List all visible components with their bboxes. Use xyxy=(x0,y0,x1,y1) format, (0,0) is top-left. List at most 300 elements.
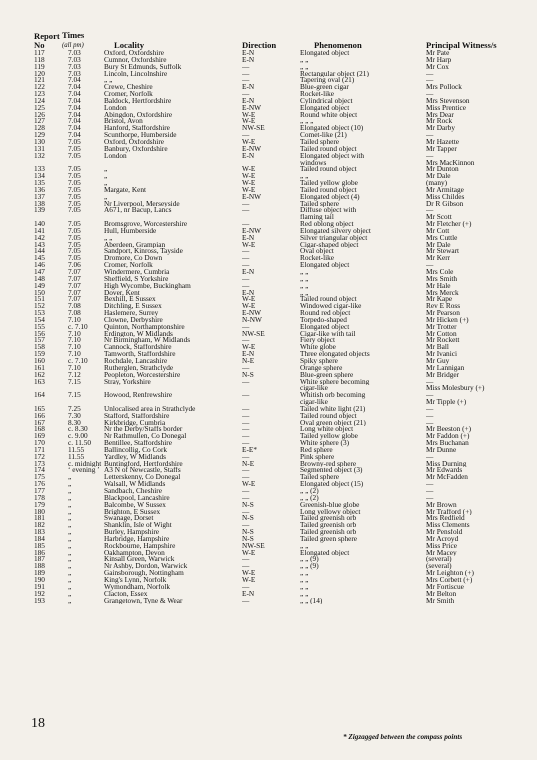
table-row xyxy=(34,426,500,433)
phenomenon-cell: Tailed green sphere xyxy=(300,535,358,543)
phenomenon-cell: Tailed sphere xyxy=(300,138,339,146)
direction-cell: — xyxy=(242,200,250,208)
locality-cell: Stray, Yorkshire xyxy=(104,378,151,386)
phenomenon-cell: Silver triangular object xyxy=(300,234,368,242)
phenomenon-cell: Tapering oval (21) xyxy=(300,77,355,85)
direction-cell: N-E xyxy=(242,460,255,468)
report-number-cell: 159 xyxy=(34,351,45,358)
time-cell: 7.05 xyxy=(68,145,81,153)
report-number-cell: 179 xyxy=(34,501,45,509)
locality-cell xyxy=(104,399,242,406)
time-cell: „ xyxy=(68,549,72,557)
locality-cell: Sheffield, S Yorkshire xyxy=(104,275,169,283)
phenomenon-cell: Tailed greenish orb xyxy=(300,515,357,523)
witness-cell: Mr Dale xyxy=(426,241,451,249)
time-cell: 7.10 xyxy=(68,316,81,324)
witness-cell: Miss Clements xyxy=(426,522,470,530)
time-cell: 7.04 xyxy=(68,111,81,119)
direction-cell: N-NW xyxy=(242,316,262,324)
witness-cell: — xyxy=(426,419,434,427)
time-cell: 7.06 xyxy=(68,262,81,269)
witness-cell: Mr Edwards xyxy=(426,467,463,475)
table-row xyxy=(34,379,500,386)
direction-cell: W-E xyxy=(242,570,256,577)
locality-cell: Sandbach, Cheshire xyxy=(104,488,162,495)
phenomenon-cell: Browny-red sphere xyxy=(300,460,357,468)
report-number-cell: 120 xyxy=(34,70,45,78)
time-cell: 7.08 xyxy=(68,310,81,317)
witness-cell: — xyxy=(426,378,434,386)
time-cell: 7.15 xyxy=(68,378,81,386)
phenomenon-cell: Tailed round object xyxy=(300,296,357,304)
locality-cell: A671, nr Bacup, Lancs xyxy=(104,207,172,215)
direction-cell: — xyxy=(242,563,250,571)
locality-cell: Swanage, Dorset xyxy=(104,515,154,523)
locality-cell: Bristol, Avon xyxy=(104,118,143,126)
witness-cell: (several) xyxy=(426,563,452,571)
direction-cell: W-E xyxy=(242,296,256,304)
phenomenon-cell: „ „ xyxy=(300,583,309,591)
witness-cell: Mr Lannigan xyxy=(426,364,465,372)
locality-cell: Shanklin, Isle of Wight xyxy=(104,522,172,530)
direction-cell: — xyxy=(242,583,250,591)
time-cell: 7.12 xyxy=(68,371,81,379)
witness-cell: Mr Fletcher (+) xyxy=(426,221,472,228)
time-cell: 7.30 xyxy=(68,412,81,420)
time-cell: 7.05 xyxy=(68,207,81,215)
locality-cell: Wymondham, Norfolk xyxy=(104,583,171,591)
witness-cell: Mr Ball xyxy=(426,344,449,352)
witness-cell: Mr Bridger xyxy=(426,371,460,379)
direction-cell xyxy=(242,399,300,406)
report-number-cell: 187 xyxy=(34,556,45,564)
table-row xyxy=(34,214,500,221)
page-number: 18 xyxy=(31,716,45,731)
locality-cell: Rockbourne, Hampshire xyxy=(104,542,176,550)
locality-cell: Grangetown, Tyne & Wear xyxy=(104,597,183,605)
time-cell: 7.04 xyxy=(68,77,81,85)
table-row xyxy=(34,331,500,338)
direction-cell: E-NW xyxy=(242,145,262,153)
locality-cell: Howood, Renfrewshire xyxy=(104,392,173,400)
witness-cell: — xyxy=(426,392,434,400)
time-cell: 7.10 xyxy=(68,337,81,345)
locality-cell: Harbridge, Hampshire xyxy=(104,535,170,543)
table-row xyxy=(34,262,500,269)
table-row xyxy=(34,522,500,529)
time-cell: 7.07 xyxy=(68,296,81,304)
phenomenon-cell: Rocket-like xyxy=(300,255,335,263)
direction-cell: — xyxy=(242,132,250,139)
locality-cell: Lincoln, Lincolnshire xyxy=(104,70,168,78)
table-row xyxy=(34,351,500,358)
report-number-cell: 123 xyxy=(34,91,45,98)
locality-cell: Ballincollig, Co Cork xyxy=(104,446,168,454)
report-number-cell: 135 xyxy=(34,180,45,187)
table-row xyxy=(34,399,500,406)
direction-cell: — xyxy=(242,70,250,78)
witness-cell: Mr Dunton xyxy=(426,166,459,174)
time-cell: 7.03 xyxy=(68,50,81,57)
time-cell: c. 8.30 xyxy=(68,426,88,434)
phenomenon-cell: Tailed yellow globe xyxy=(300,180,358,187)
report-number-cell: 191 xyxy=(34,583,45,591)
report-number-cell: 170 xyxy=(34,440,45,447)
time-cell: 7.10 xyxy=(68,344,81,352)
report-number-cell: 158 xyxy=(34,344,45,352)
witness-cell: Mr Armitage xyxy=(426,186,464,194)
report-number-cell: 128 xyxy=(34,125,45,133)
phenomenon-cell: „ „ xyxy=(300,56,309,64)
direction-cell: E-N xyxy=(242,289,255,297)
direction-cell: — xyxy=(242,378,250,386)
phenomenon-cell: Tailed greenish orb xyxy=(300,522,357,530)
phenomenon-cell: „ „ xyxy=(300,542,309,550)
witness-cell: — xyxy=(426,132,434,139)
locality-cell: Abingdon, Oxfordshire xyxy=(104,111,173,119)
direction-cell: W-E xyxy=(242,166,256,174)
witness-cell: Mr Hazette xyxy=(426,138,460,146)
table-row xyxy=(34,413,500,420)
report-number-cell: 178 xyxy=(34,494,45,502)
locality-cell: Bexhill, E Sussex xyxy=(104,296,156,304)
witness-cell: Mr Tapper xyxy=(426,145,457,153)
table-row xyxy=(34,57,500,64)
locality-cell: Kirkbridge, Cumbria xyxy=(104,419,166,427)
direction-cell: — xyxy=(242,364,250,372)
phenomenon-cell: Red oblong object xyxy=(300,221,354,228)
locality-cell: Clowne, Derbyshire xyxy=(104,316,163,324)
locality-cell: Unlocalised area in Strathclyde xyxy=(104,405,196,413)
locality-cell: Hull, Humberside xyxy=(104,227,157,235)
footnote: * Zigzagged between the compass points xyxy=(343,733,463,741)
table-row xyxy=(34,515,500,522)
locality-cell: Baldock, Hertfordshire xyxy=(104,97,172,105)
time-cell: 7.05 xyxy=(68,200,81,208)
time-cell: 7.04 xyxy=(68,84,81,92)
report-number-cell: 134 xyxy=(34,173,45,181)
report-number-cell: 161 xyxy=(34,364,45,372)
witness-cell: Mr Rockett xyxy=(426,337,460,345)
time-cell: 7.10 xyxy=(68,351,81,358)
direction-cell: — xyxy=(242,207,250,215)
time-cell: 7.03 xyxy=(68,63,81,71)
report-number-cell: 132 xyxy=(34,152,45,160)
time-cell: 7.05 xyxy=(68,166,81,174)
witness-cell: Miss Molesbury (+) xyxy=(426,385,485,393)
direction-cell: W-E xyxy=(242,111,256,119)
witness-cell: Dr R Gibson xyxy=(426,200,464,208)
direction-cell: — xyxy=(242,412,250,420)
phenomenon-cell: Pink sphere xyxy=(300,453,335,461)
table-row xyxy=(34,584,500,591)
table-row xyxy=(34,64,500,71)
table-row xyxy=(34,577,500,584)
table-row xyxy=(34,392,500,399)
time-cell: „ xyxy=(68,597,72,605)
phenomenon-cell: Rectangular object (21) xyxy=(300,70,369,78)
phenomenon-cell: Tailed sphere xyxy=(300,200,339,208)
phenomenon-cell: „ „ xyxy=(300,269,309,276)
locality-cell: Margate, Kent xyxy=(104,186,147,194)
table-row xyxy=(34,344,500,351)
witness-cell: Mr Kerr xyxy=(426,255,451,263)
table-row xyxy=(34,502,500,509)
phenomenon-cell: „ „ (9) xyxy=(300,563,319,571)
sightings-table xyxy=(34,25,500,604)
witness-cell: Mr Pate xyxy=(426,50,450,57)
report-number-cell: 117 xyxy=(34,50,45,57)
direction-cell: — xyxy=(242,453,250,461)
time-cell: 7.25 xyxy=(68,405,81,413)
locality-cell xyxy=(104,160,242,167)
direction-cell: NW-SE xyxy=(242,330,265,338)
locality-cell: Tamworth, Staffordshire xyxy=(104,351,176,358)
phenomenon-cell: „ „ xyxy=(300,570,309,577)
locality-cell: „ xyxy=(104,180,108,187)
table-row xyxy=(34,84,500,91)
phenomenon-cell: Tailed greenish orb xyxy=(300,529,357,536)
witness-cell: Mr Cotton xyxy=(426,330,457,338)
witness-cell: Mr Pensfold xyxy=(426,529,463,536)
report-number-cell: 150 xyxy=(34,289,45,297)
time-cell: „ xyxy=(68,556,72,564)
report-number-cell: 139 xyxy=(34,207,45,215)
direction-cell: N-S xyxy=(242,535,254,543)
phenomenon-cell: „ „ xyxy=(300,63,309,71)
direction-cell: NW-SE xyxy=(242,125,265,133)
report-number-cell: 152 xyxy=(34,303,45,311)
report-number-cell: 141 xyxy=(34,227,45,235)
direction-cell: W-E xyxy=(242,186,256,194)
time-cell: c. 9.00 xyxy=(68,433,88,441)
locality-cell: Yardley, W Midlands xyxy=(104,453,166,461)
locality-cell: Gainsborough, Nottingham xyxy=(104,570,184,577)
report-number-cell: 153 xyxy=(34,310,45,317)
locality-cell: Nr Rathmullen, Co Donegal xyxy=(104,433,187,441)
table-row xyxy=(34,160,500,167)
witness-cell: — xyxy=(426,77,434,85)
table-row xyxy=(34,112,500,119)
report-number-cell: 122 xyxy=(34,84,45,92)
time-cell: 7.05 xyxy=(68,227,81,235)
locality-cell: Nr Birmingham, W Midlands xyxy=(104,337,191,345)
witness-cell: Mr McFadden xyxy=(426,474,468,482)
table-row xyxy=(34,467,500,474)
witness-cell: Mr Beeston (+) xyxy=(426,426,472,434)
direction-cell: — xyxy=(242,556,250,564)
witness-cell: Mr Brown xyxy=(426,501,457,509)
table-row xyxy=(34,509,500,516)
report-number-cell: 140 xyxy=(34,221,45,228)
direction-cell: N-S xyxy=(242,529,254,536)
locality-cell: London xyxy=(104,104,127,112)
time-cell: „ xyxy=(68,481,72,488)
table-row xyxy=(34,433,500,440)
time-cell: „ xyxy=(68,488,72,495)
phenomenon-cell: Red sphere xyxy=(300,446,333,454)
table-row xyxy=(34,317,500,324)
table-row xyxy=(34,98,500,105)
time-cell: 7.05 xyxy=(68,186,81,194)
table-row xyxy=(34,454,500,461)
phenomenon-cell: Orange sphere xyxy=(300,364,343,372)
report-number-cell: 138 xyxy=(34,200,45,208)
phenomenon-cell: „ „ xyxy=(300,282,309,290)
witness-cell: Mrs Dear xyxy=(426,111,454,119)
time-cell: 11.55 xyxy=(68,446,85,454)
direction-cell: N-S xyxy=(242,371,254,379)
time-cell: „ xyxy=(68,529,72,536)
phenomenon-cell: Diffuse object with xyxy=(300,207,357,215)
witness-cell: — xyxy=(426,494,434,502)
report-number-cell: 180 xyxy=(34,508,45,516)
witness-cell: Mr Hale xyxy=(426,282,451,290)
time-cell: 7.05 xyxy=(68,221,81,228)
report-number-cell: 127 xyxy=(34,118,45,126)
phenomenon-cell: „ „ (9) xyxy=(300,556,319,564)
report-number-cell: 168 xyxy=(34,426,45,434)
report-number-cell: 175 xyxy=(34,474,45,482)
table-row xyxy=(34,77,500,84)
direction-cell: — xyxy=(242,494,250,502)
witness-cell: Mr Fortiscue xyxy=(426,583,464,591)
table-row xyxy=(34,550,500,557)
table-row xyxy=(34,481,500,488)
report-number-cell: 144 xyxy=(34,248,45,256)
times-label: Times xyxy=(62,30,85,40)
witness-cell: Mr Macey xyxy=(426,549,457,557)
witness-cell: Mr Dale xyxy=(426,173,451,181)
table-row xyxy=(34,303,500,310)
locality-cell: Brighton, E Sussex xyxy=(104,508,161,516)
report-number-cell: 143 xyxy=(34,241,45,249)
phenomenon-cell: „ „ (14) xyxy=(300,597,323,605)
locality-cell: Hanford, Staffordshire xyxy=(104,125,170,133)
phenomenon-cell: cigar-like xyxy=(300,385,328,393)
report-number-cell: 192 xyxy=(34,590,45,598)
report-number-cell: 186 xyxy=(34,549,45,557)
time-cell: „ xyxy=(68,583,72,591)
phenomenon-cell: Windowed cigar-like xyxy=(300,303,362,311)
table-row xyxy=(34,290,500,297)
table-row xyxy=(34,105,500,112)
report-number-cell: 146 xyxy=(34,262,45,269)
witness-cell: Mrs Corbett (+) xyxy=(426,576,473,584)
time-cell: 7.07 xyxy=(68,289,81,297)
phenomenon-cell: Elongated object xyxy=(300,50,350,57)
direction-cell: — xyxy=(242,597,250,605)
report-number-cell: 169 xyxy=(34,433,45,441)
phenomenon-cell: Elongated object (15) xyxy=(300,481,364,488)
witness-cell: Mr Hicken (+) xyxy=(426,316,469,324)
table-row xyxy=(34,365,500,372)
table-row xyxy=(34,118,500,125)
table-row xyxy=(34,276,500,283)
table-row xyxy=(34,563,500,570)
locality-cell: Banbury, Oxfordshire xyxy=(104,145,168,153)
direction-cell xyxy=(242,160,300,167)
direction-cell: E-N xyxy=(242,97,255,105)
direction-cell: — xyxy=(242,474,250,482)
direction-cell: E-NW xyxy=(242,227,262,235)
table-row xyxy=(34,255,500,262)
phenomenon-cell: Blue-green cigar xyxy=(300,84,349,92)
witness-cell: Mr Darby xyxy=(426,125,455,133)
direction-cell: E-N xyxy=(242,351,255,358)
table-row xyxy=(34,91,500,98)
table-row xyxy=(34,235,500,242)
table-row xyxy=(34,591,500,598)
report-number-cell: 155 xyxy=(34,323,45,331)
report-number-cell: 119 xyxy=(34,63,45,71)
time-cell: „ xyxy=(68,535,72,543)
locality-cell: Clacton, Essex xyxy=(104,590,148,598)
time-cell: 7.10 xyxy=(68,330,81,338)
table-row xyxy=(34,337,500,344)
witness-cell: Mr Kape xyxy=(426,296,453,304)
direction-cell: — xyxy=(242,221,250,228)
direction-cell: — xyxy=(242,488,250,495)
direction-cell: W-E xyxy=(242,173,256,181)
table-row xyxy=(34,372,500,379)
report-number-cell: 129 xyxy=(34,132,45,139)
locality-cell xyxy=(104,214,242,221)
phenomenon-cell: Round red object xyxy=(300,310,351,317)
phenomenon-cell: Segmented object (3) xyxy=(300,467,363,475)
direction-cell: W-E xyxy=(242,303,256,311)
locality-cell: Bentillee, Staffordshire xyxy=(104,440,172,447)
direction-cell: — xyxy=(242,91,250,98)
report-number-cell: 193 xyxy=(34,597,45,605)
table-row xyxy=(34,71,500,78)
table-row xyxy=(34,529,500,536)
phenomenon-cell: Elongated object xyxy=(300,549,350,557)
phenomenon-cell: „ „ (2) xyxy=(300,494,319,502)
time-cell: 7.05 xyxy=(68,255,81,263)
report-number-cell xyxy=(34,214,62,221)
table-row xyxy=(34,474,500,481)
witness-cell: Mrs Stevenson xyxy=(426,97,470,105)
direction-cell: W-E xyxy=(242,481,256,488)
locality-cell: Letterskenny, Co Donegal xyxy=(104,474,181,482)
locality-cell: Aberdeen, Grampian xyxy=(104,241,166,249)
phenomenon-cell: Fiery object xyxy=(300,337,336,345)
time-cell: 7.04 xyxy=(68,132,81,139)
report-number-cell: 133 xyxy=(34,166,45,174)
witness-cell: Mr Faddon (+) xyxy=(426,433,470,441)
direction-cell: — xyxy=(242,77,250,85)
time-cell: „ xyxy=(68,542,72,550)
report-number-cell: 124 xyxy=(34,97,45,105)
locality-cell: Rutherglen, Strathclyde xyxy=(104,364,174,372)
report-number-cell: 181 xyxy=(34,515,45,523)
locality-cell: Crewe, Cheshire xyxy=(104,84,153,92)
locality-cell: King's Lynn, Norfolk xyxy=(104,576,167,584)
phenomenon-cell: Elongated object xyxy=(300,262,350,269)
report-number-cell: 130 xyxy=(34,138,45,146)
table-row xyxy=(34,420,500,427)
witness-cell: Mrs Merck xyxy=(426,289,459,297)
witness-cell: Mr Dunne xyxy=(426,446,457,454)
report-number-cell: 182 xyxy=(34,522,45,530)
phenomenon-cell: Elongated silvery object xyxy=(300,227,371,235)
phenomenon-cell: Tailed round object xyxy=(300,166,357,174)
report-number-cell: 162 xyxy=(34,371,45,379)
direction-cell: E-NW xyxy=(242,310,262,317)
table-row xyxy=(34,385,500,392)
phenomenon-cell: Tailed yellow globe xyxy=(300,433,358,441)
